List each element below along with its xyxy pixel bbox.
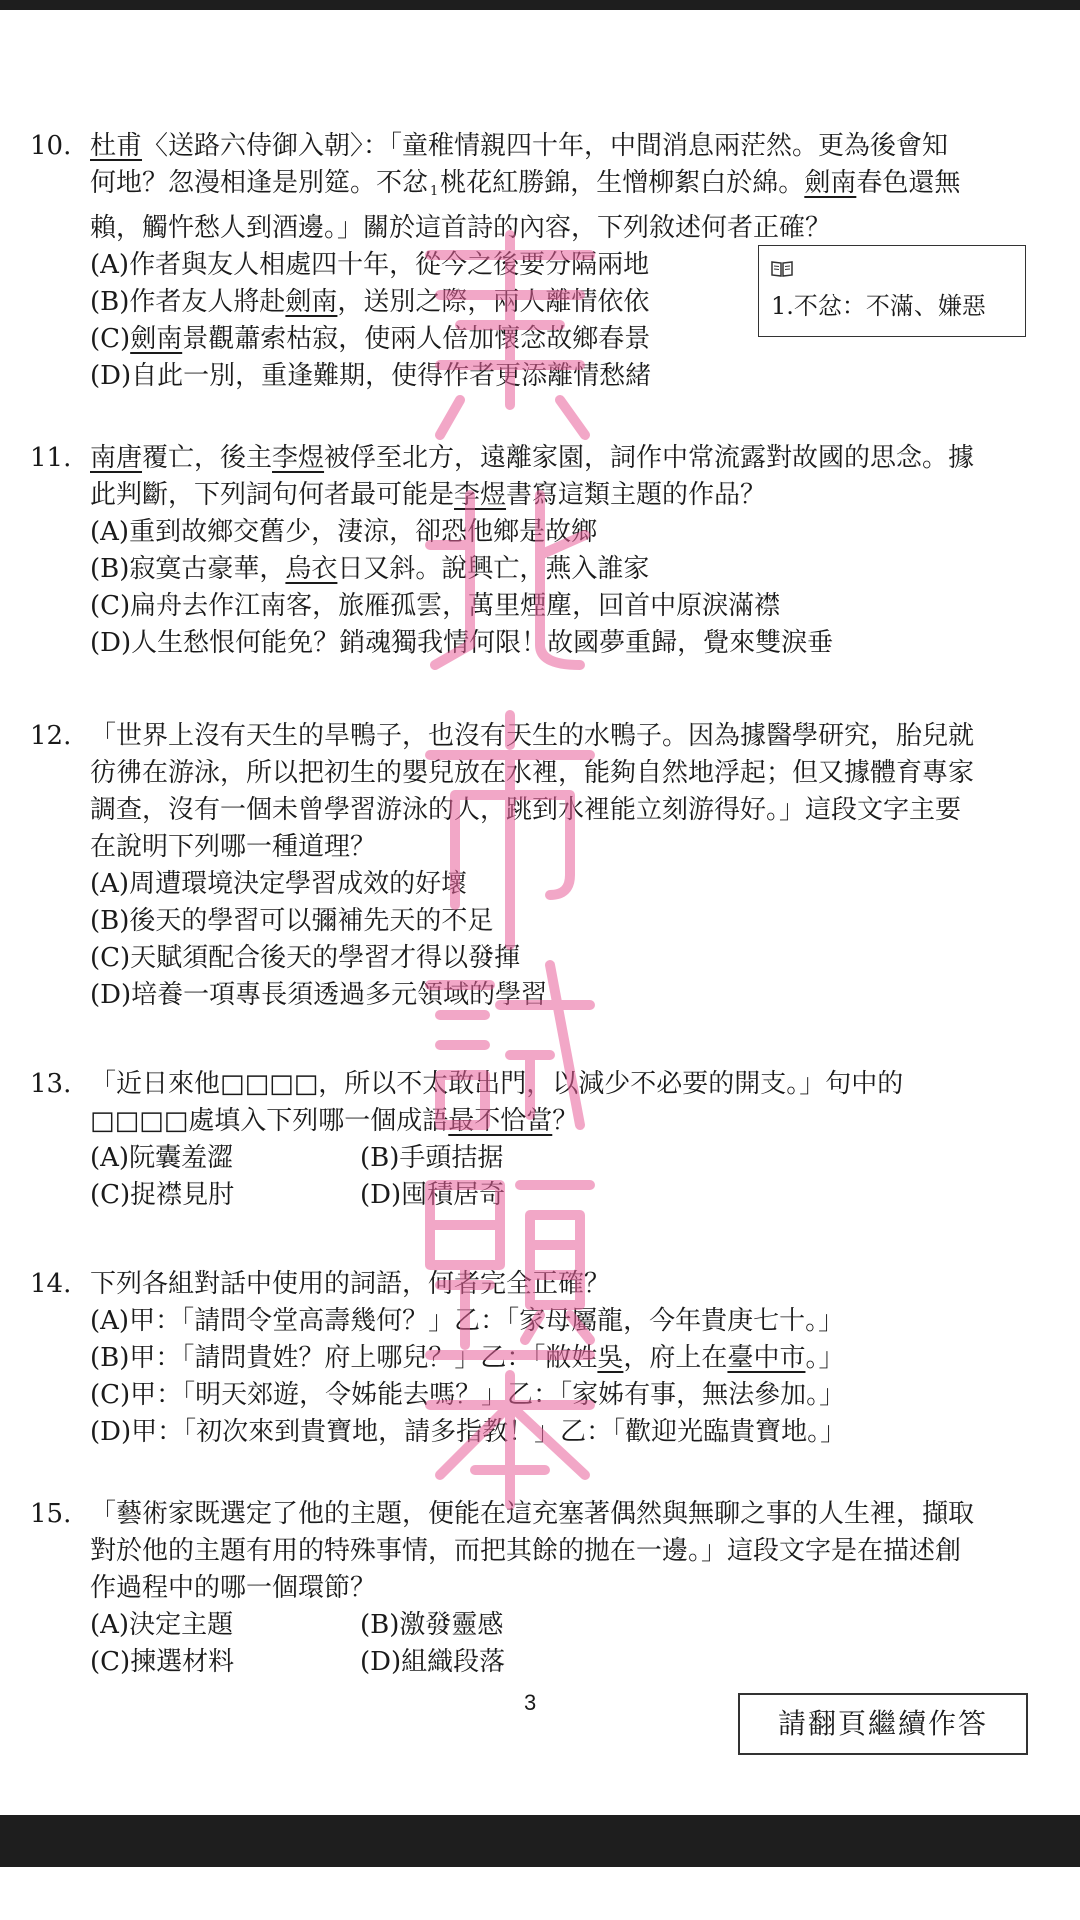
question-13 (30, 1066, 1030, 1214)
option-b: (B)後天的學習可以彌補先天的不足 (90, 906, 494, 936)
footnote-box (758, 245, 1026, 337)
footnote-text: 1.不忿：不滿、嫌惡 (771, 292, 986, 320)
question-stem: 「藝術家既選定了他的主題，便能在這充塞著偶然與無聊之事的人生裡，擷取 對於他的主題有用的特殊事情，而把其餘的拋在一邊。」這段文字是在描述創 作過程中的哪一個環節？ (90, 1499, 975, 1603)
option-d: (D)組織段落 (360, 1647, 506, 1677)
question-stem: 「近日來他□□□□，所以不太敢出門，以減少不必要的開支。」句中的 □□□□處填入下列哪一個成語最不恰當？ (90, 1069, 904, 1136)
option-d: (D)囤積居奇 (360, 1180, 506, 1210)
option-c: (C)劍南景觀蕭索枯寂，使兩人倍加懷念故鄉春景 (90, 324, 651, 354)
option-a: (A)作者與友人相處四十年，從今之後要分隔兩地 (90, 250, 650, 280)
option-b: (B)甲：「請問貴姓？府上哪兒？」乙：「敝姓吳，府上在臺中市。」 (90, 1343, 845, 1373)
option-a: (A)阮囊羞澀 (90, 1143, 234, 1173)
option-c: (C)天賦須配合後天的學習才得以發揮 (90, 943, 521, 973)
question-stem: 杜甫〈送路六侍御入朝〉：「童稚情親四十年，中間消息兩茫然。更為後會知 何地？忽漫相逢是別筵。不忿 $_1$桃花紅勝錦，生憎柳絮白於綿。劍南春色還無 賴，觸忤愁人到酒邊。」關於這首詩的內容，下列敘述何者正確？ (90, 131, 961, 243)
option-d: (D)自此一別，重逢難期，使得作者更添離情愁緒 (90, 361, 652, 391)
option-b: (B)作者友人將赴劍南，送別之際，兩人離情依依 (90, 287, 650, 317)
bottom-navigation-bar (0, 1815, 1080, 1867)
option-c: (C)扁舟去作江南客，旅雁孤雲，萬里煙塵，回首中原淚滿襟 (90, 591, 781, 621)
option-d: (D)人生愁恨何能免？銷魂獨我情何限！故國夢重歸，覺來雙淚垂 (90, 628, 834, 658)
question-number: 15. (30, 1499, 72, 1529)
option-d: (D)培養一項專長須透過多元領域的學習 (90, 980, 548, 1010)
option-a: (A)周遭環境決定學習成效的好壞 (90, 869, 468, 899)
footnote-marker: 1 (430, 184, 439, 199)
option-c: (C)捉襟見肘 (90, 1180, 235, 1210)
question-number: 10. (30, 131, 72, 161)
question-stem: 「世界上沒有天生的旱鴨子，也沒有天生的水鴨子。因為據醫學研究，胎兒就 彷彿在游泳，所以把初生的嬰兒放在水裡，能夠自然地浮起；但又據體育專家 調查，沒有一個未曾學習游泳的人，跳到水裡能立刻游得好。」這段文字主要 在說明下列哪一種道理？ (90, 721, 975, 862)
question-number: 13. (30, 1069, 72, 1099)
option-a: (A)甲：「請問令堂高壽幾何？」乙：「家母屬龍，今年貴庚七十。」 (90, 1306, 845, 1336)
turn-page-box: 請翻頁繼續作答 (738, 1693, 1028, 1755)
option-b: (B)寂寞古豪華，烏衣日又斜。說興亡，燕入誰家 (90, 554, 650, 584)
question-11 (30, 440, 1030, 662)
option-a: (A)決定主題 (90, 1610, 234, 1640)
option-c: (C)揀選材料 (90, 1647, 235, 1677)
question-14 (30, 1266, 1030, 1451)
question-number: 14. (30, 1269, 72, 1299)
book-icon (771, 252, 1013, 288)
option-c: (C)甲：「明天郊遊，令姊能去嗎？」乙：「家姊有事，無法參加。」 (90, 1380, 846, 1410)
option-b: (B)手頭拮据 (360, 1143, 504, 1173)
question-15 (30, 1496, 1030, 1681)
option-a: (A)重到故鄉交舊少，淒涼，卻恐他鄉是故鄉 (90, 517, 598, 547)
question-number: 11. (30, 443, 72, 473)
option-b: (B)激發靈感 (360, 1610, 504, 1640)
question-stem: 南唐覆亡，後主李煜被俘至北方，遠離家園，詞作中常流露對故國的思念。據 此判斷，下列詞句何者最可能是李煜書寫這類主題的作品？ (90, 443, 975, 510)
question-12 (30, 718, 1030, 1014)
page-number: 3 (524, 1690, 537, 1715)
option-d: (D)甲：「初次來到貴寶地，請多指教！」乙：「歡迎光臨貴寶地。」 (90, 1417, 847, 1447)
question-stem: 下列各組對話中使用的詞語，何者完全正確？ (90, 1269, 611, 1299)
question-number: 12. (30, 721, 72, 751)
